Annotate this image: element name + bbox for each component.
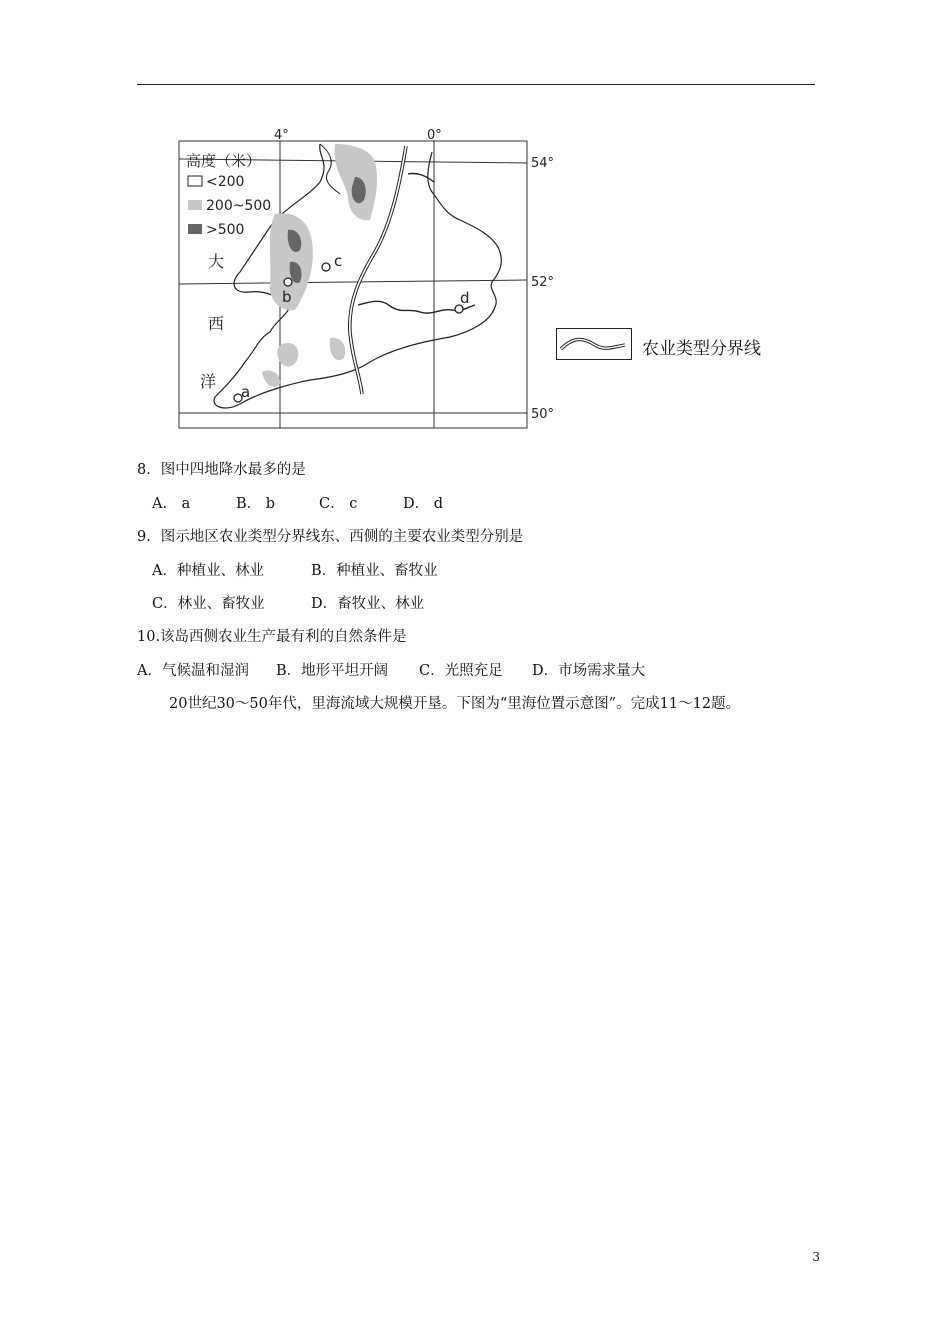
legend-swatch-low [188,176,202,186]
ocean-char-2: 西 [208,314,225,333]
q9-option-c: C．林业、畜牧业 [152,596,265,612]
elevation-200-500 [330,338,345,360]
q8-option-c: C． c [319,496,358,512]
q10-option-a: A．气候温和湿润 [137,663,249,679]
lon-label-0: 0° [427,128,442,143]
legend-label-low: <200 [206,174,245,190]
point-b [284,278,292,286]
q10-option-c: C．光照充足 [419,663,503,679]
q8-stem: 8．图中四地降水最多的是 [137,462,306,478]
point-c [322,263,330,271]
point-label-c: c [334,252,343,270]
q10-option-d: D．市场需求量大 [532,663,646,679]
section-intro: 20世纪30～50年代，里海流域大规模开垦。下图为“里海位置示意图”。完成11～12题。 [169,696,741,712]
q9-option-d: D．畜牧业、林业 [311,596,425,612]
q10-stem: 10.该岛西侧农业生产最有利的自然条件是 [137,629,407,645]
england-elevation-map [170,122,640,432]
lat-label-54: 54° [531,156,555,171]
legend-swatch-mid [188,200,202,210]
ocean-char-1: 大 [208,252,225,271]
q10-option-b: B．地形平坦开阔 [276,663,389,679]
q8-option-b: B． b [236,496,276,512]
q8-option-d: D． d [403,496,444,512]
boundary-legend-line-icon [557,329,629,357]
parallel-52 [179,280,527,284]
lon-label-4: 4° [274,128,289,143]
q9-stem: 9．图示地区农业类型分界线东、西侧的主要农业类型分别是 [137,529,524,545]
legend-title: 高度（米） [186,152,262,170]
header-rule [137,84,815,85]
ocean-char-3: 洋 [200,372,217,391]
legend-label-high: >500 [206,222,245,238]
boundary-legend-label: 农业类型分界线 [642,339,761,359]
point-label-d: d [460,289,470,307]
q9-option-a: A．种植业、林业 [152,563,264,579]
lat-label-52: 52° [531,275,555,290]
point-label-b: b [282,288,292,306]
elevation-200-500 [262,370,280,387]
river-north [408,173,434,182]
boundary-legend-swatch [556,328,632,360]
q8-option-a: A． a [152,496,191,512]
legend-label-mid: 200~500 [206,198,272,214]
q9-option-b: B．种植业、畜牧业 [311,563,438,579]
point-label-a: a [241,383,251,401]
page-number: 3 [812,1250,820,1264]
legend-swatch-high [188,224,202,234]
lat-label-50: 50° [531,407,555,422]
